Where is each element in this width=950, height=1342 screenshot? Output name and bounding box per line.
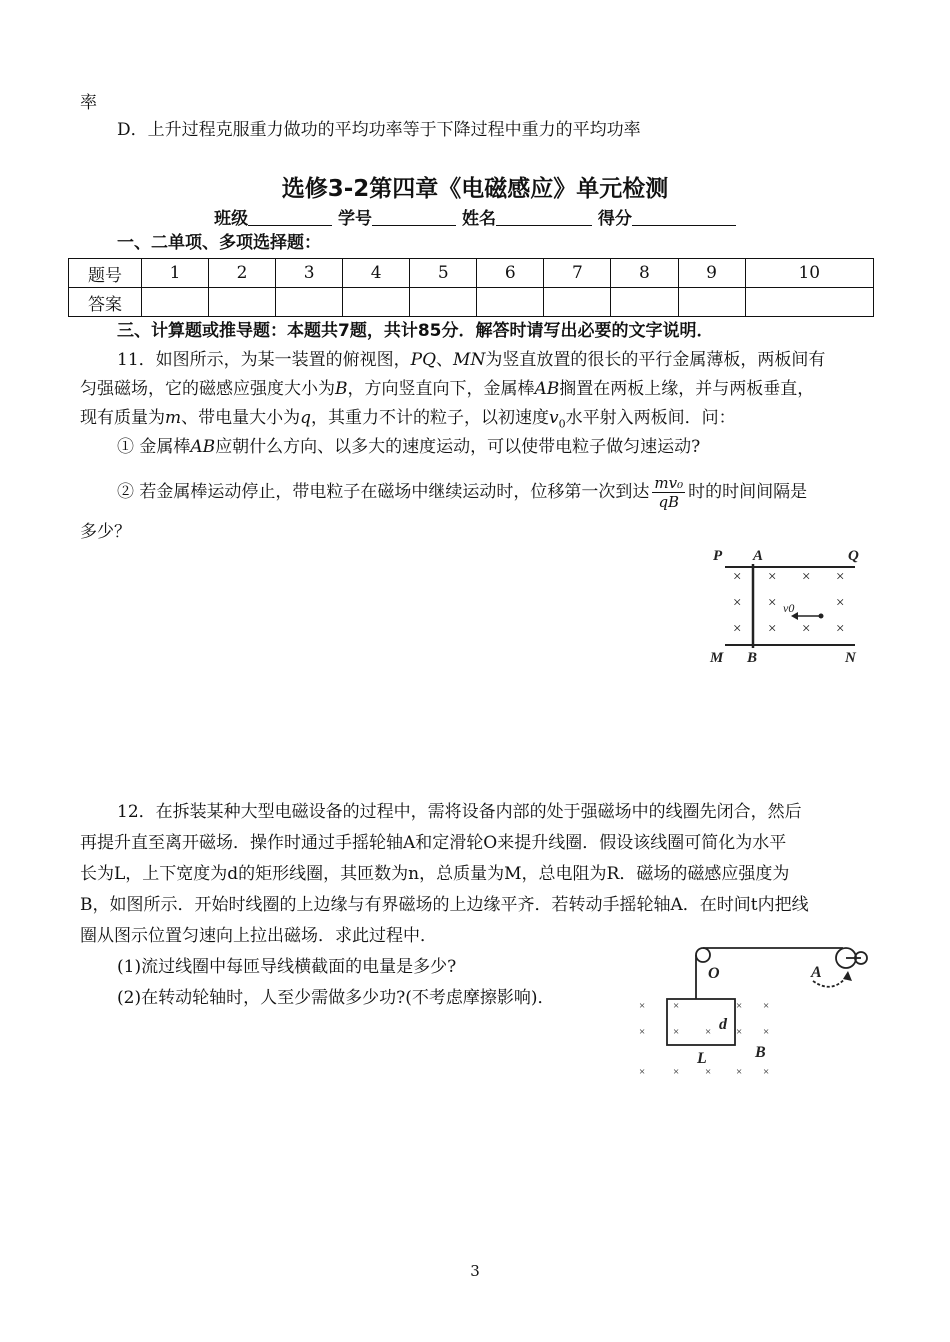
svg-text:×: × <box>763 1026 770 1038</box>
svg-text:×: × <box>768 621 777 637</box>
q11-text: 为竖直放置的很长的平行金属薄板，两板间有 <box>485 350 826 370</box>
q11-var-m: m <box>165 408 182 428</box>
q11-var-b: B <box>335 379 348 399</box>
q11-text: 搁置在两板上缘，并与两板垂直， <box>559 379 815 399</box>
svg-text:×: × <box>733 595 742 611</box>
q11-text: 水平射入两板间．问： <box>565 408 736 428</box>
table-cell: 7 <box>544 259 611 288</box>
table-row <box>69 288 874 317</box>
q12-line-1: 12．在拆装某种大型电磁设备的过程中，需将设备内部的处于强磁场中的线圈先闭合，然后 <box>117 802 802 822</box>
table-cell: 4 <box>343 259 410 288</box>
fraction-numerator: mv₀ <box>654 474 684 492</box>
page-title: 选修3-2第四章《电磁感应》单元检测 <box>281 176 669 202</box>
answer-cell-9[interactable] <box>678 288 745 317</box>
q11-text: 、带电量大小为 <box>181 408 301 428</box>
q11-line-end: 多少？ <box>80 522 131 542</box>
q11-text: ，方向竖直向下，金属棒 <box>347 379 535 399</box>
svg-text:×: × <box>705 1066 712 1078</box>
answer-cell-10[interactable] <box>745 288 873 317</box>
table-cell: 6 <box>477 259 544 288</box>
label-a: A <box>811 964 822 981</box>
svg-text:×: × <box>836 595 845 611</box>
q12-sub-1: (1)流过线圈中每匝导线横截面的电量是多少? <box>117 957 457 977</box>
svg-text:×: × <box>802 569 811 585</box>
svg-text:×: × <box>836 621 845 637</box>
q11-var-q: q <box>300 408 312 428</box>
q11-line-1 <box>117 345 825 375</box>
label-v0: v0 <box>783 601 795 615</box>
q12-line-5: 圈从图示位置匀速向上拉出磁场．求此过程中． <box>80 926 437 946</box>
svg-text:×: × <box>639 1000 646 1012</box>
label-l: L <box>697 1050 707 1067</box>
label-m: M <box>710 650 724 666</box>
q11-text: 时的时间间隔是 <box>688 482 808 502</box>
svg-text:×: × <box>673 1026 680 1038</box>
svg-text:×: × <box>733 569 742 585</box>
svg-text:×: × <box>639 1066 646 1078</box>
answer-cell-3[interactable] <box>276 288 343 317</box>
table-cell: 8 <box>611 259 678 288</box>
section-1-heading: 一、二单项、多项选择题： <box>117 233 321 253</box>
q11-text: 现有质量为 <box>80 408 165 428</box>
q11-text: ① 金属棒 <box>117 437 191 457</box>
svg-text:×: × <box>802 621 811 637</box>
q12-sub-2: (2)在转动轮轴时，人至少需做多少功?(不考虑摩擦影响)． <box>117 988 555 1008</box>
svg-text:×: × <box>673 1066 680 1078</box>
answer-cell-7[interactable] <box>544 288 611 317</box>
q12-line-3: 长为L，上下宽度为d的矩形线圈，其匝数为n，总质量为M，总电阻为R．磁场的磁感应强度为 <box>80 864 790 884</box>
answer-table <box>68 258 874 317</box>
label-p: P <box>713 548 723 564</box>
q11-var-ab: AB <box>190 437 216 457</box>
table-cell: 10 <box>745 259 873 288</box>
q11-var-pq: PQ <box>410 350 437 370</box>
answer-cell-1[interactable] <box>142 288 209 317</box>
label-b: B <box>755 1044 766 1061</box>
name-blank <box>496 208 592 226</box>
svg-text:×: × <box>763 1066 770 1078</box>
q11-var-mn: MN <box>453 350 486 370</box>
label-a: A <box>753 548 764 564</box>
row-label-number: 题号 <box>69 259 142 288</box>
q11-text: 、 <box>436 350 454 370</box>
q11-text: 匀强磁场，它的磁感应强度大小为 <box>80 379 335 399</box>
table-cell: 1 <box>142 259 209 288</box>
id-blank <box>372 208 456 226</box>
answer-cell-8[interactable] <box>611 288 678 317</box>
q12-line-4: B，如图所示．开始时线圈的上边缘与有界磁场的上边缘平齐．若转动手摇轮轴A．在时间t内把线 <box>80 895 809 915</box>
section-3-heading: 三、计算题或推导题：本题共7题，共计85分．解答时请写出必要的文字说明． <box>117 321 714 341</box>
q11-text: ② 若金属棒运动停止，带电粒子在磁场中继续运动时，位移第一次到达 <box>117 482 650 502</box>
q11-sub-2 <box>117 474 807 511</box>
table-cell: 9 <box>678 259 745 288</box>
svg-text:×: × <box>705 1026 712 1038</box>
svg-text:×: × <box>736 1026 743 1038</box>
svg-text:×: × <box>736 1000 743 1012</box>
page-number: 3 <box>470 1262 480 1280</box>
table-row <box>69 259 874 288</box>
q11-line-2 <box>80 374 814 404</box>
table-cell: 5 <box>410 259 477 288</box>
q11-text: 11．如图所示，为某一装置的俯视图， <box>117 350 411 370</box>
label-d: d <box>719 1016 727 1033</box>
svg-text:×: × <box>768 595 777 611</box>
answer-cell-4[interactable] <box>343 288 410 317</box>
svg-text:×: × <box>836 569 845 585</box>
option-d: D．上升过程克服重力做功的平均功率等于下降过程中重力的平均功率 <box>117 120 641 140</box>
fraction-mv0-over-qb <box>652 474 685 511</box>
q11-sub-1 <box>117 432 700 462</box>
q12-line-2: 再提升直至离开磁场．操作时通过手摇轮轴A和定滑轮O来提升线圈．假设该线圈可简化为水平 <box>80 833 787 853</box>
q11-var-v0: v <box>549 408 559 428</box>
class-blank <box>248 208 332 226</box>
svg-text:×: × <box>733 621 742 637</box>
label-n: N <box>845 650 856 666</box>
svg-text:×: × <box>768 569 777 585</box>
answer-cell-5[interactable] <box>410 288 477 317</box>
fraction-denominator: qB <box>658 493 680 511</box>
svg-text:×: × <box>763 1000 770 1012</box>
answer-cell-6[interactable] <box>477 288 544 317</box>
answer-cell-2[interactable] <box>209 288 276 317</box>
svg-text:×: × <box>736 1066 743 1078</box>
q11-text: ，其重力不计的粒子，以初速度 <box>311 408 550 428</box>
score-blank <box>632 208 736 226</box>
name-label: 姓名 <box>461 209 496 229</box>
svg-text:×: × <box>639 1026 646 1038</box>
label-o: O <box>708 965 720 982</box>
prev-text-line: 率 <box>80 93 97 113</box>
class-label: 班级 <box>214 209 249 229</box>
student-info-line <box>0 204 950 229</box>
row-label-answer: 答案 <box>69 288 142 317</box>
q11-text: 应朝什么方向、以多大的速度运动，可以使带电粒子做匀速运动? <box>215 437 701 457</box>
figure-q12 <box>633 937 878 1082</box>
figure-q11 <box>705 542 875 670</box>
id-label: 学号 <box>338 209 373 229</box>
q11-var-v0-sub: 0 <box>558 417 566 431</box>
svg-text:×: × <box>673 1000 680 1012</box>
table-cell: 2 <box>209 259 276 288</box>
table-cell: 3 <box>276 259 343 288</box>
score-label: 得分 <box>597 209 632 229</box>
label-q: Q <box>848 548 859 564</box>
label-b: B <box>747 650 758 666</box>
q11-var-ab: AB <box>534 379 560 399</box>
